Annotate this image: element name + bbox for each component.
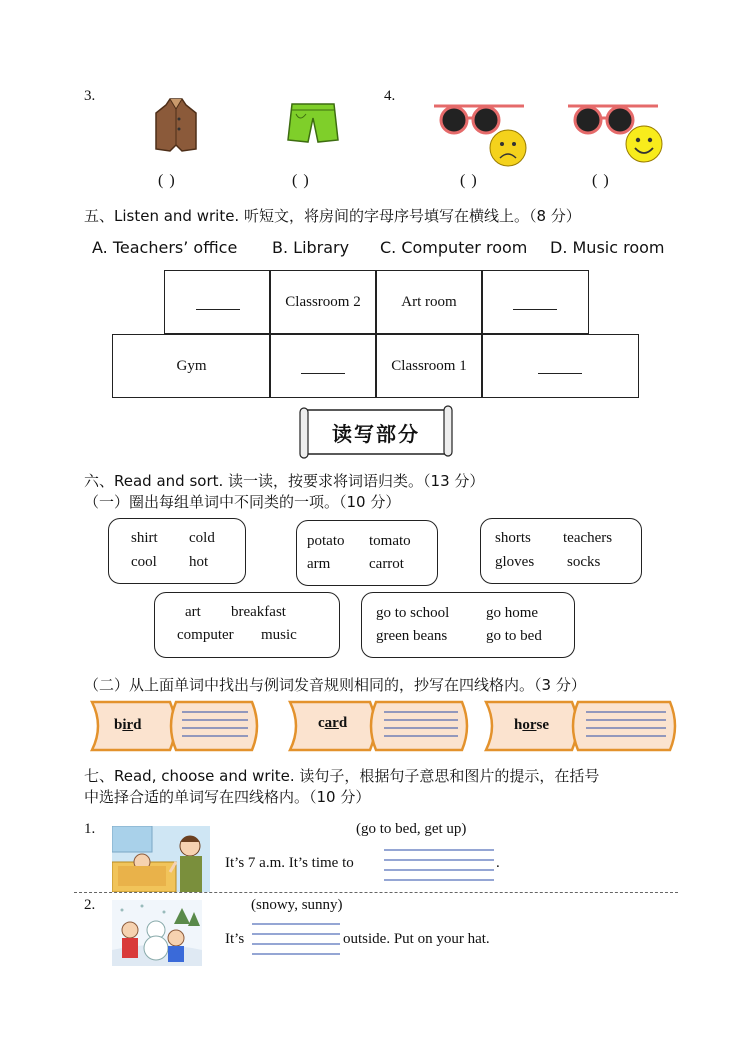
word[interactable]: tomato [369, 533, 411, 549]
word[interactable]: carrot [369, 556, 404, 572]
room-option-d: D. Music room [550, 238, 665, 257]
word[interactable]: art [185, 604, 201, 620]
map-cell-bottom-2[interactable] [269, 334, 377, 398]
word[interactable]: go to school [376, 605, 450, 621]
question-3-number: 3. [84, 88, 96, 104]
word[interactable]: shirt [131, 530, 158, 546]
map-cell-top-1[interactable] [164, 270, 271, 334]
word[interactable]: cold [189, 530, 215, 546]
word-group-5 [361, 592, 575, 658]
word-group-3 [480, 518, 642, 584]
word[interactable]: hot [189, 554, 209, 570]
sunglasses-happy-face-icon [566, 98, 666, 168]
word[interactable]: go to bed [486, 628, 542, 644]
word-group-1 [108, 518, 246, 584]
answer-paren-3[interactable]: ( ) [460, 172, 478, 189]
question-2-sentence-end: outside. Put on your hat. [343, 931, 490, 947]
section-6-part-2: （二）从上面单词中找出与例词发音规则相同的，抄写在四线格内。（3 分） [84, 676, 586, 694]
coat-icon [152, 95, 200, 155]
answer-blank[interactable] [301, 359, 345, 374]
section-7-title: 七、Read, choose and write. 读句子，根据句子意思和图片的提示，在括号 [84, 767, 600, 785]
question-2-choices: (snowy, sunny) [251, 897, 343, 913]
word[interactable]: shorts [495, 530, 531, 546]
question-2-number: 2. [84, 897, 96, 913]
question-1-writing-lines[interactable] [384, 846, 494, 882]
question-1-sentence-end: . [496, 855, 500, 871]
question-4-number: 4. [384, 88, 396, 104]
word[interactable]: green beans [376, 628, 448, 644]
word[interactable]: go home [486, 605, 539, 621]
map-cell-bottom-1: Gym [112, 334, 271, 398]
section-6-part-1: （一）圈出每组单词中不同类的一项。（10 分） [84, 493, 401, 511]
example-word-bird: bird [114, 717, 142, 733]
word-group-4 [154, 592, 340, 658]
banner-text: 读写部分 [332, 422, 420, 446]
map-cell-top-2: Classroom 2 [269, 270, 377, 334]
room-option-b: B. Library [272, 238, 350, 257]
separator-line [74, 892, 678, 893]
word[interactable]: arm [307, 556, 331, 572]
word[interactable]: cool [131, 554, 157, 570]
word[interactable]: computer [177, 627, 234, 643]
phonics-scrolls [86, 698, 678, 754]
word[interactable]: socks [567, 554, 601, 570]
example-word-horse: horse [514, 717, 550, 733]
question-2-writing-lines[interactable] [252, 920, 340, 956]
sunglasses-sad-face-icon [432, 98, 528, 168]
example-word-card: card [318, 715, 348, 731]
answer-paren-4[interactable]: ( ) [592, 172, 610, 189]
room-option-a: A. Teachers’ office [92, 238, 238, 257]
answer-blank[interactable] [538, 359, 582, 374]
map-cell-bottom-4[interactable] [481, 334, 639, 398]
word[interactable]: teachers [563, 530, 613, 546]
snowy-picture [112, 900, 202, 966]
shorts-icon [286, 100, 340, 146]
question-1-sentence-start: It’s 7 a.m. It’s time to [225, 855, 354, 871]
word[interactable]: gloves [495, 554, 535, 570]
word[interactable]: music [261, 627, 297, 643]
answer-blank[interactable] [196, 295, 240, 310]
wake-up-picture [112, 826, 210, 892]
section-5-title: 五、Listen and write. 听短文，将房间的字母序号填写在横线上。（8 分） [84, 207, 581, 225]
question-1-number: 1. [84, 821, 96, 837]
answer-blank[interactable] [513, 295, 557, 310]
map-cell-bottom-3: Classroom 1 [375, 334, 483, 398]
map-cell-top-3: Art room [375, 270, 483, 334]
room-option-c: C. Computer room [380, 238, 528, 257]
word[interactable]: breakfast [231, 604, 286, 620]
word-group-2 [296, 520, 438, 586]
question-1-choices: (go to bed, get up) [356, 821, 467, 837]
question-2-sentence-start: It’s [225, 931, 245, 947]
word[interactable]: potato [307, 533, 345, 549]
answer-paren-2[interactable]: ( ) [292, 172, 310, 189]
map-cell-top-4[interactable] [481, 270, 589, 334]
section-7-title-line-2: 中选择合适的单词写在四线格内。（10 分） [84, 788, 371, 806]
section-6-title: 六、Read and sort. 读一读，按要求将词语归类。（13 分） [84, 472, 485, 490]
answer-paren-1[interactable]: ( ) [158, 172, 176, 189]
